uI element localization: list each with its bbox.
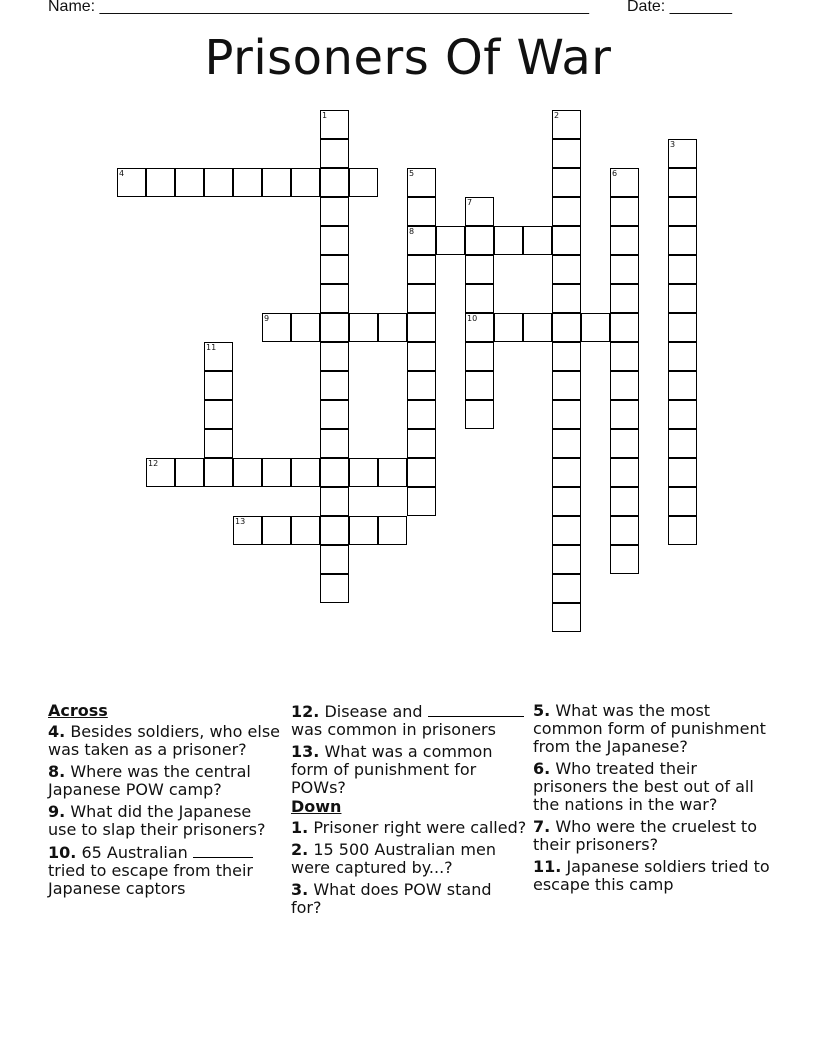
grid-cell[interactable] bbox=[552, 110, 581, 139]
clue-number: 1. bbox=[291, 818, 309, 837]
name-field-label[interactable]: Name: _______________________________________________________ bbox=[48, 0, 589, 15]
grid-cell[interactable] bbox=[407, 168, 436, 197]
grid-cell[interactable] bbox=[465, 226, 494, 255]
grid-cell[interactable] bbox=[262, 516, 291, 545]
grid-cell[interactable] bbox=[291, 168, 320, 197]
grid-cell[interactable] bbox=[146, 168, 175, 197]
grid-cell[interactable] bbox=[407, 284, 436, 313]
clue-text: Who were the cruelest to their prisoners? bbox=[533, 817, 757, 854]
clue-number: 7. bbox=[533, 817, 551, 836]
grid-cell[interactable] bbox=[610, 400, 639, 429]
grid-cell[interactable] bbox=[610, 342, 639, 371]
clue-down-7 bbox=[533, 818, 773, 854]
grid-cell[interactable] bbox=[668, 429, 697, 458]
clue-text: Prisoner right were called? bbox=[313, 818, 527, 837]
grid-cell[interactable] bbox=[262, 458, 291, 487]
grid-cell[interactable] bbox=[523, 226, 552, 255]
grid-cell[interactable] bbox=[552, 168, 581, 197]
grid-cell[interactable] bbox=[378, 458, 407, 487]
cell-number: 6 bbox=[612, 169, 618, 178]
cell-number: 10 bbox=[467, 314, 478, 323]
grid-cell[interactable] bbox=[610, 371, 639, 400]
grid-cell[interactable] bbox=[610, 458, 639, 487]
grid-cell[interactable] bbox=[407, 400, 436, 429]
grid-cell[interactable] bbox=[668, 342, 697, 371]
grid-cell[interactable] bbox=[291, 313, 320, 342]
grid-cell[interactable] bbox=[320, 197, 349, 226]
cell-number: 7 bbox=[467, 198, 473, 207]
grid-cell[interactable] bbox=[552, 255, 581, 284]
grid-cell[interactable] bbox=[552, 371, 581, 400]
cell-number: 4 bbox=[119, 169, 125, 178]
grid-cell[interactable] bbox=[204, 342, 233, 371]
grid-cell[interactable] bbox=[668, 284, 697, 313]
grid-cell[interactable] bbox=[291, 516, 320, 545]
grid-cell[interactable] bbox=[320, 284, 349, 313]
grid-cell[interactable] bbox=[668, 168, 697, 197]
grid-cell[interactable] bbox=[552, 197, 581, 226]
clue-down-2 bbox=[291, 841, 527, 877]
grid-cell[interactable] bbox=[668, 313, 697, 342]
grid-cell[interactable] bbox=[552, 400, 581, 429]
cell-number: 9 bbox=[264, 314, 270, 323]
clue-text: Where was the central Japanese POW camp? bbox=[48, 762, 251, 799]
grid-cell[interactable] bbox=[465, 400, 494, 429]
grid-cell[interactable] bbox=[465, 371, 494, 400]
cell-number: 2 bbox=[554, 111, 560, 120]
grid-cell[interactable] bbox=[668, 458, 697, 487]
clue-number: 5. bbox=[533, 701, 551, 720]
grid-cell[interactable] bbox=[552, 487, 581, 516]
clue-text-after: tried to escape from their Japanese captors bbox=[48, 861, 253, 898]
grid-cell[interactable] bbox=[233, 168, 262, 197]
grid-cell[interactable] bbox=[320, 371, 349, 400]
grid-cell[interactable] bbox=[320, 516, 349, 545]
clue-text: What does POW stand for? bbox=[291, 880, 492, 917]
clue-number: 11. bbox=[533, 857, 562, 876]
grid-cell[interactable] bbox=[175, 458, 204, 487]
cell-number: 13 bbox=[235, 517, 246, 526]
grid-cell[interactable] bbox=[465, 342, 494, 371]
cell-number: 5 bbox=[409, 169, 415, 178]
grid-cell[interactable] bbox=[610, 545, 639, 574]
grid-cell[interactable] bbox=[668, 400, 697, 429]
clue-number: 4. bbox=[48, 722, 66, 741]
grid-cell[interactable] bbox=[320, 487, 349, 516]
grid-cell[interactable] bbox=[320, 574, 349, 603]
grid-cell[interactable] bbox=[436, 226, 465, 255]
grid-cell[interactable] bbox=[552, 139, 581, 168]
grid-cell[interactable] bbox=[552, 574, 581, 603]
grid-cell[interactable] bbox=[610, 226, 639, 255]
clue-number: 10. bbox=[48, 843, 77, 862]
grid-cell[interactable] bbox=[581, 313, 610, 342]
clue-number: 8. bbox=[48, 762, 66, 781]
grid-cell[interactable] bbox=[610, 284, 639, 313]
grid-cell[interactable] bbox=[204, 400, 233, 429]
grid-cell[interactable] bbox=[523, 313, 552, 342]
clue-number: 9. bbox=[48, 802, 66, 821]
grid-cell[interactable] bbox=[668, 371, 697, 400]
clue-text: What was the most common form of punishment from the Japanese? bbox=[533, 701, 766, 756]
grid-cell[interactable] bbox=[233, 516, 262, 545]
grid-cell[interactable] bbox=[552, 545, 581, 574]
grid-cell[interactable] bbox=[175, 168, 204, 197]
grid-cell[interactable] bbox=[668, 516, 697, 545]
grid-cell[interactable] bbox=[349, 313, 378, 342]
grid-cell[interactable] bbox=[668, 487, 697, 516]
clue-number: 3. bbox=[291, 880, 309, 899]
grid-cell[interactable] bbox=[320, 255, 349, 284]
grid-cell[interactable] bbox=[668, 197, 697, 226]
grid-cell[interactable] bbox=[320, 139, 349, 168]
grid-cell[interactable] bbox=[262, 313, 291, 342]
grid-cell[interactable] bbox=[320, 313, 349, 342]
clues-column-1 bbox=[48, 702, 280, 902]
clue-down-11 bbox=[533, 858, 773, 894]
clue-text: Who treated their prisoners the best out of all the nations in the war? bbox=[533, 759, 754, 814]
grid-cell[interactable] bbox=[146, 458, 175, 487]
grid-cell[interactable] bbox=[233, 458, 262, 487]
grid-cell[interactable] bbox=[552, 284, 581, 313]
grid-cell[interactable] bbox=[320, 400, 349, 429]
cell-number: 12 bbox=[148, 459, 159, 468]
clue-down-3 bbox=[291, 881, 527, 917]
grid-cell[interactable] bbox=[407, 429, 436, 458]
answer-blank bbox=[428, 702, 524, 717]
grid-cell[interactable] bbox=[668, 226, 697, 255]
clue-down-6 bbox=[533, 760, 773, 814]
grid-cell[interactable] bbox=[465, 284, 494, 313]
clue-number: 6. bbox=[533, 759, 551, 778]
clue-down-1 bbox=[291, 819, 527, 837]
grid-cell[interactable] bbox=[552, 603, 581, 632]
grid-cell[interactable] bbox=[378, 313, 407, 342]
grid-cell[interactable] bbox=[552, 516, 581, 545]
grid-cell[interactable] bbox=[407, 255, 436, 284]
grid-cell[interactable] bbox=[407, 342, 436, 371]
grid-cell[interactable] bbox=[610, 313, 639, 342]
grid-cell[interactable] bbox=[407, 197, 436, 226]
grid-cell[interactable] bbox=[204, 371, 233, 400]
clue-text-after: was common in prisoners bbox=[291, 720, 496, 739]
cell-number: 8 bbox=[409, 227, 415, 236]
grid-cell[interactable] bbox=[349, 516, 378, 545]
grid-cell[interactable] bbox=[204, 429, 233, 458]
cell-number: 1 bbox=[322, 111, 328, 120]
grid-cell[interactable] bbox=[204, 458, 233, 487]
grid-cell[interactable] bbox=[552, 458, 581, 487]
clue-across-10 bbox=[48, 843, 280, 898]
grid-cell[interactable] bbox=[117, 168, 146, 197]
grid-cell[interactable] bbox=[610, 255, 639, 284]
date-field-label[interactable]: Date: _______ bbox=[627, 0, 732, 15]
down-heading: Down bbox=[291, 797, 342, 816]
clue-number: 13. bbox=[291, 742, 320, 761]
clue-text: Japanese soldiers tried to escape this camp bbox=[533, 857, 770, 894]
clue-across-12 bbox=[291, 702, 527, 739]
grid-cell[interactable] bbox=[378, 516, 407, 545]
grid-cell[interactable] bbox=[262, 168, 291, 197]
clues-column-2 bbox=[291, 702, 527, 921]
clue-number: 2. bbox=[291, 840, 309, 859]
grid-cell[interactable] bbox=[407, 371, 436, 400]
grid-cell[interactable] bbox=[407, 313, 436, 342]
grid-cell[interactable] bbox=[610, 168, 639, 197]
clue-text-before: 65 Australian bbox=[81, 843, 188, 862]
grid-cell[interactable] bbox=[320, 458, 349, 487]
grid-cell[interactable] bbox=[349, 168, 378, 197]
grid-cell[interactable] bbox=[494, 313, 523, 342]
clue-text: What was a common form of punishment for POWs? bbox=[291, 742, 493, 797]
grid-cell[interactable] bbox=[552, 342, 581, 371]
clue-across-4 bbox=[48, 723, 280, 759]
grid-cell[interactable] bbox=[407, 226, 436, 255]
grid-cell[interactable] bbox=[407, 458, 436, 487]
grid-cell[interactable] bbox=[552, 226, 581, 255]
grid-cell[interactable] bbox=[552, 429, 581, 458]
clue-text: What did the Japanese use to slap their prisoners? bbox=[48, 802, 266, 839]
cell-number: 11 bbox=[206, 343, 217, 352]
across-heading: Across bbox=[48, 701, 108, 720]
grid-cell[interactable] bbox=[204, 168, 233, 197]
answer-blank bbox=[193, 843, 253, 858]
grid-cell[interactable] bbox=[465, 255, 494, 284]
grid-cell[interactable] bbox=[465, 197, 494, 226]
grid-cell[interactable] bbox=[494, 226, 523, 255]
grid-cell[interactable] bbox=[320, 168, 349, 197]
grid-cell[interactable] bbox=[610, 487, 639, 516]
grid-cell[interactable] bbox=[320, 429, 349, 458]
grid-cell[interactable] bbox=[320, 226, 349, 255]
grid-cell[interactable] bbox=[610, 429, 639, 458]
grid-cell[interactable] bbox=[610, 197, 639, 226]
page-title: Prisoners Of War bbox=[204, 30, 612, 86]
grid-cell[interactable] bbox=[349, 458, 378, 487]
clue-down-5 bbox=[533, 702, 773, 756]
grid-cell[interactable] bbox=[552, 313, 581, 342]
grid-cell[interactable] bbox=[320, 110, 349, 139]
grid-cell[interactable] bbox=[407, 487, 436, 516]
grid-cell[interactable] bbox=[610, 516, 639, 545]
clue-number: 12. bbox=[291, 702, 320, 721]
grid-cell[interactable] bbox=[668, 255, 697, 284]
grid-cell[interactable] bbox=[320, 545, 349, 574]
clue-across-13 bbox=[291, 743, 527, 797]
grid-cell[interactable] bbox=[668, 139, 697, 168]
clue-text: Besides soldiers, who else was taken as a prisoner? bbox=[48, 722, 281, 759]
grid-cell[interactable] bbox=[291, 458, 320, 487]
clue-text-before: Disease and bbox=[324, 702, 423, 721]
clues-column-3 bbox=[533, 702, 773, 898]
clue-across-8 bbox=[48, 763, 280, 799]
cell-number: 3 bbox=[670, 140, 676, 149]
clue-across-9 bbox=[48, 803, 280, 839]
clue-text: 15 500 Australian men were captured by...? bbox=[291, 840, 496, 877]
grid-cell[interactable] bbox=[465, 313, 494, 342]
grid-cell[interactable] bbox=[320, 342, 349, 371]
